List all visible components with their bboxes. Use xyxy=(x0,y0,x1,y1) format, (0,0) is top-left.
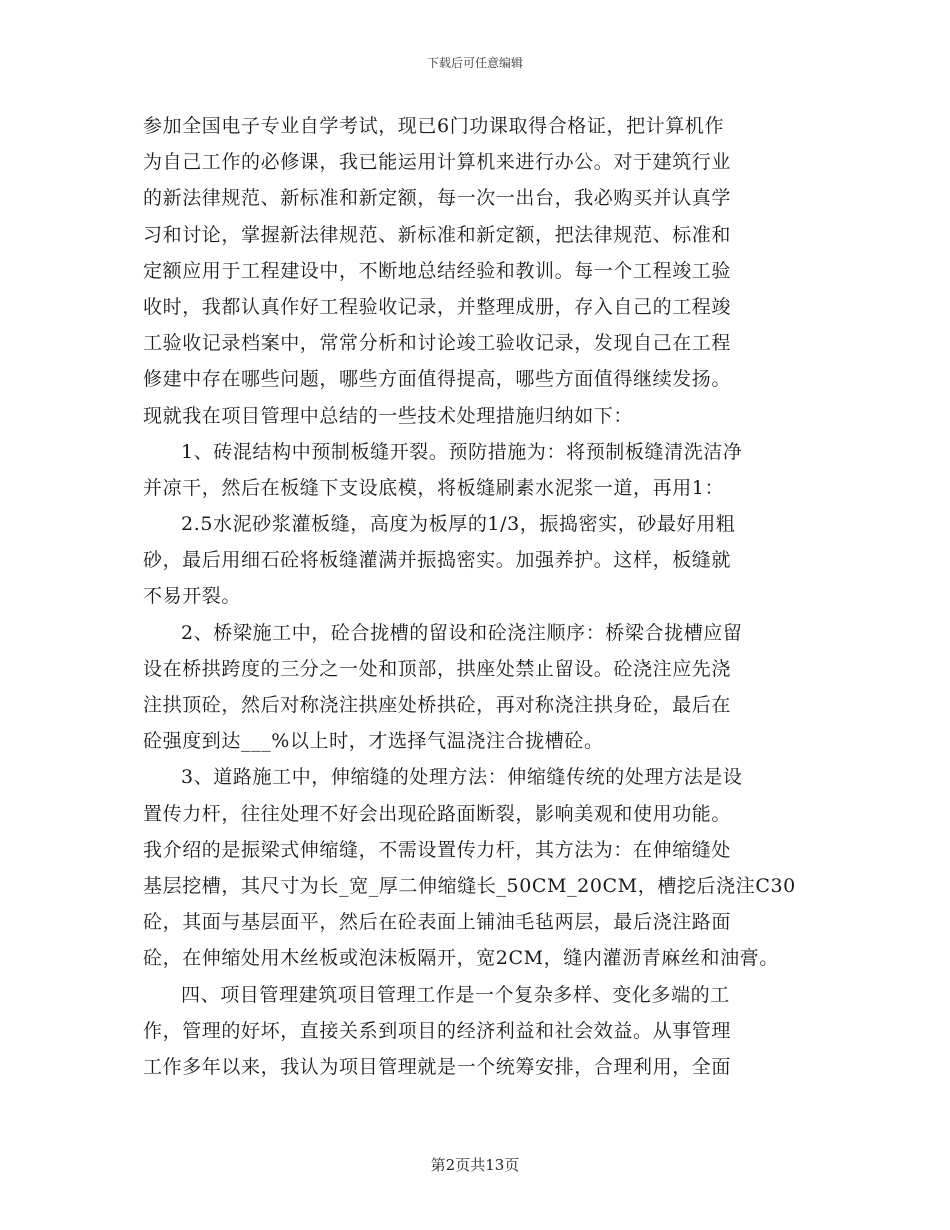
text-line: 参加全国电子专业自学考试，现已6门功课取得合格证，把计算机作 xyxy=(143,115,725,137)
text-line: 注拱顶砼，然后对称浇注拱座处桥拱砼，再对称浇注拱身砼，最后在 xyxy=(143,694,732,716)
text-line: 定额应用于工程建设中，不断地总结经验和教训。每一个工程竣工验 xyxy=(143,259,732,282)
text-line: 习和讨论，掌握新法律规范、新标准和新定额，把法律规范、标准和 xyxy=(143,223,732,246)
text-line: 砼，在伸缩处用木丝板或泡沫板隔开，宽2CM，缝内灌沥青麻丝和油膏。 xyxy=(143,947,779,970)
paragraph-start-line: 四、项目管理建筑项目管理工作是一个复杂多样、变化多端的工 xyxy=(181,983,730,1006)
paragraph-start-line: 1、砖混结构中预制板缝开裂。预防措施为：将预制板缝清洗洁净 xyxy=(181,440,743,463)
text-line: 工作多年以来，我认为项目管理就是一个统筹安排，合理利用，全面 xyxy=(143,1055,732,1078)
paragraph-start-line: 2、桥梁施工中，砼合拢槽的留设和砼浇注顺序：桥梁合拢槽应留 xyxy=(181,621,743,644)
text-line: 工验收记录档案中，常常分析和讨论竣工验收记录，发现自己在工程 xyxy=(143,332,732,355)
text-line: 并凉干，然后在板缝下支设底模，将板缝刷素水泥浆一道，再用1： xyxy=(143,476,725,499)
text-line: 设在桥拱跨度的三分之一处和顶部，拱座处禁止留设。砼浇注应先浇 xyxy=(143,657,732,680)
text-line: 砼，其面与基层面平，然后在砼表面上铺油毛毡两层，最后浇注路面 xyxy=(143,911,732,934)
page-header: 下载后可任意编辑 xyxy=(426,56,523,70)
text-line: 修建中存在哪些问题，哪些方面值得提高，哪些方面值得继续发扬。 xyxy=(143,368,732,391)
text-line: 基层挖槽，其尺寸为长_宽_厚二伸缩缝长_50CM_20CM，槽挖后浇注C30 xyxy=(143,874,796,897)
text-line: 现就我在项目管理中总结的一些技术处理措施归纳如下： xyxy=(143,404,634,427)
text-line: 砼强度到达___%以上时，才选择气温浇注合拢槽砼。 xyxy=(143,730,604,753)
text-line: 2.5水泥砂浆灌板缝，高度为板厚的1/3，振捣密实，砂最好用粗 xyxy=(181,513,736,536)
text-line: 作，管理的好坏，直接关系到项目的经济利益和社会效益。从事管理 xyxy=(143,1019,732,1042)
text-line: 的新法律规范、新标准和新定额，每一次一出台，我必购买并认真学 xyxy=(143,187,732,210)
document-body xyxy=(143,108,823,1085)
page-number: 第2页共13页 xyxy=(430,1156,520,1174)
text-line: 我介绍的是振梁式伸缩缝，不需设置传力杆，其方法为：在伸缩缝处 xyxy=(143,838,732,861)
text-line: 砂，最后用细石砼将板缝灌满并振捣密实。加强养护。这样，板缝就 xyxy=(143,549,732,572)
text-line: 收时，我都认真作好工程验收记录，并整理成册，存入自己的工程竣 xyxy=(143,295,732,318)
paragraph-start-line: 3、道路施工中，伸缩缝的处理方法：伸缩缝传统的处理方法是设 xyxy=(181,766,743,789)
text-line: 置传力杆，往往处理不好会出现砼路面断裂，影响美观和使用功能。 xyxy=(143,802,732,825)
text-line: 为自己工作的必修课，我已能运用计算机来进行办公。对于建筑行业 xyxy=(143,151,732,174)
text-line: 不易开裂。 xyxy=(143,585,242,608)
